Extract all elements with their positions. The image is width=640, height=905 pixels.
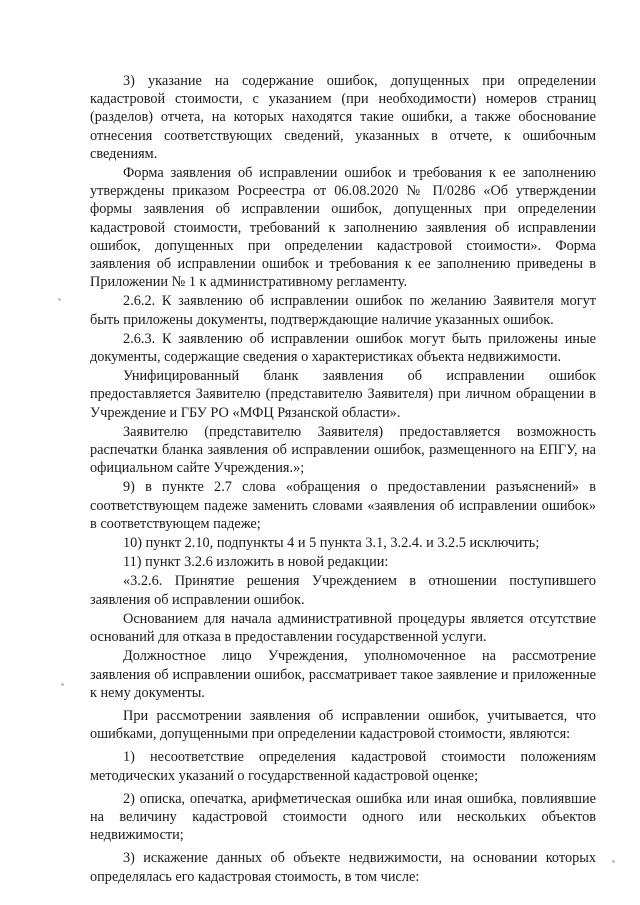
document-body	[90, 72, 596, 886]
paragraph-printing-form: Заявителю (представителю Заявителя) предоставляется возможность распечатки бланка заявления об исправлении ошибок, размещенного на ЕПГУ, на официальном сайте Учреждения.»;	[90, 423, 596, 477]
paragraph-2-6-3: 2.6.3. К заявлению об исправлении ошибок могут быть приложены иные документы, содержащие сведения о характеристиках объекта недвижимости.	[90, 330, 596, 366]
paragraph-error-1: 1) несоответствие определения кадастровой стоимости положениям методических указаний о государственной кадастровой оценке;	[90, 749, 596, 784]
paragraph-item-10: 10) пункт 2.10, подпункты 4 и 5 пункта 3.1, 3.2.4. и 3.2.5 исключить;	[123, 535, 540, 552]
paragraph-item-9: 9) в пункте 2.7 слова «обращения о предоставлении разъяснений» в соответствующем падеже заменить словами «заявления об исправлении ошибок» в соответствующем падеже;	[90, 479, 596, 532]
paragraph-item-3-errors: 3) указание на содержание ошибок, допущенных при определении кадастровой стоимости, с указанием (при необходимости) номеров страниц (разделов) отчета, на которых находятся такие ошибки, а также обоснование отнесения соответствующих сведений, указанных в отчете, к ошибочным сведениям.	[90, 73, 596, 162]
scan-speck	[61, 683, 64, 686]
paragraph-error-2: 2) описка, опечатка, арифметическая ошибка или иная ошибка, повлиявшие на величину кадастровой стоимости одного или нескольких объектов недвижимости;	[90, 790, 596, 844]
paragraph-2-6-2: 2.6.2. К заявлению об исправлении ошибок по желанию Заявителя могут быть приложены документы, подтверждающие наличие указанных ошибок.	[90, 293, 596, 328]
paragraph-application-form: Форма заявления об исправлении ошибок и требования к ее заполнению утверждены приказом Росреестра от 06.08.2020 № П/0286 «Об утверждении формы заявления об исправлении ошибок, допущенных при определении кадастровой стоимости, требований к заполнению заявления об исправлении ошибок, допущенных при определении кадастровой стоимости». Форма заявления об исправлении ошибок и требования к ее заполнению приведены в Приложении № 1 к административному регламенту.	[90, 165, 596, 291]
paragraph-3-2-6: «3.2.6. Принятие решения Учреждением в отношении поступившего заявления об исправлении ошибок.	[90, 573, 596, 608]
paragraph-item-11: 11) пункт 3.2.6 изложить в новой редакции:	[123, 554, 389, 571]
paragraph-official-review: Должностное лицо Учреждения, уполномоченное на рассмотрение заявления об исправлении ошибок, рассматривает такое заявление и приложенные к нему документы.	[90, 648, 596, 701]
paragraph-unified-form: Унифицированный бланк заявления об исправлении ошибок предоставляется Заявителю (представителю Заявителя) при личном обращении в Учреждение и ГБУ РО «МФЦ Рязанской области».	[90, 368, 596, 421]
scan-speck	[58, 298, 61, 301]
paragraph-procedure-basis: Основанием для начала административной процедуры является отсутствие оснований для отказа в предоставлении государственной услуги.	[90, 610, 596, 646]
paragraph-errors-definition: При рассмотрении заявления об исправлении ошибок, учитывается, что ошибками, допущенными при определении кадастровой стоимости, являются:	[90, 707, 596, 743]
scan-speck	[612, 860, 615, 863]
paragraph-error-3: 3) искажение данных об объекте недвижимости, на основании которых определялась его кадастровая стоимость, в том числе:	[90, 850, 596, 885]
